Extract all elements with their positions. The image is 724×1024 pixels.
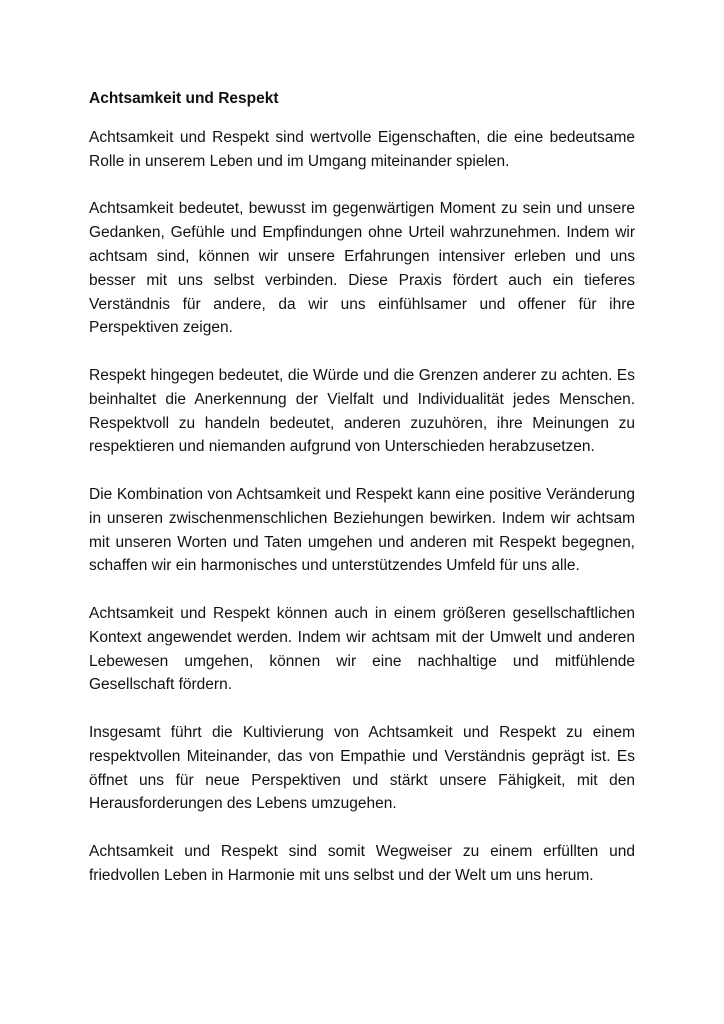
paragraph-respect: Respekt hingegen bedeutet, die Würde und die Grenzen anderer zu achten. Es beinhaltet die Anerkennung der Vielfalt und Individualität jedes Menschen. Respektvoll zu handeln bedeutet, anderen zuzuhören, ihre Meinungen zu respektieren und niemanden aufgrund von Unterschieden herabzusetzen. [89,366,635,456]
paragraph-conclusion: Achtsamkeit und Respekt sind somit Wegweiser zu einem erfüllten und friedvollen Leben in Harmonie mit uns selbst und der Welt um uns herum. [89,842,635,884]
paragraph-mindfulness: Achtsamkeit bedeutet, bewusst im gegenwärtigen Moment zu sein und unsere Gedanken, Gefühle und Empfindungen ohne Urteil wahrzunehmen. Indem wir achtsam sind, können wir unsere Erfahrungen intensiver erleben und uns besser mit uns selbst verbinden. Diese Praxis fördert auch ein tieferes Verständnis für andere, da wir uns einfühlsamer und offener für ihre Perspektiven zeigen. [89,200,635,337]
paragraph-overall: Insgesamt führt die Kultivierung von Achtsamkeit und Respekt zu einem respektvollen Miteinander, das von Empathie und Verständnis geprägt ist. Es öffnet uns für neue Perspektiven und stärkt unsere Fähigkeit, mit den Herausforderungen des Lebens umzugehen. [89,723,635,813]
document-page [89,88,635,888]
document-title: Achtsamkeit und Respekt [89,90,279,107]
paragraph-society: Achtsamkeit und Respekt können auch in einem größeren gesellschaftlichen Kontext angewendet werden. Indem wir achtsam mit der Umwelt und anderen Lebewesen umgehen, können wir eine nachhaltige und mitfühlende Gesellschaft fördern. [89,604,635,694]
paragraph-intro: Achtsamkeit und Respekt sind wertvolle Eigenschaften, die eine bedeutsame Rolle in unserem Leben und im Umgang miteinander spielen. [89,129,635,170]
paragraph-combination: Die Kombination von Achtsamkeit und Respekt kann eine positive Veränderung in unseren zwischenmenschlichen Beziehungen bewirken. Indem wir achtsam mit unseren Worten und Taten umgehen und anderen mit Respekt begegnen, schaffen wir ein harmonisches und unterstützendes Umfeld für uns alle. [89,485,635,575]
